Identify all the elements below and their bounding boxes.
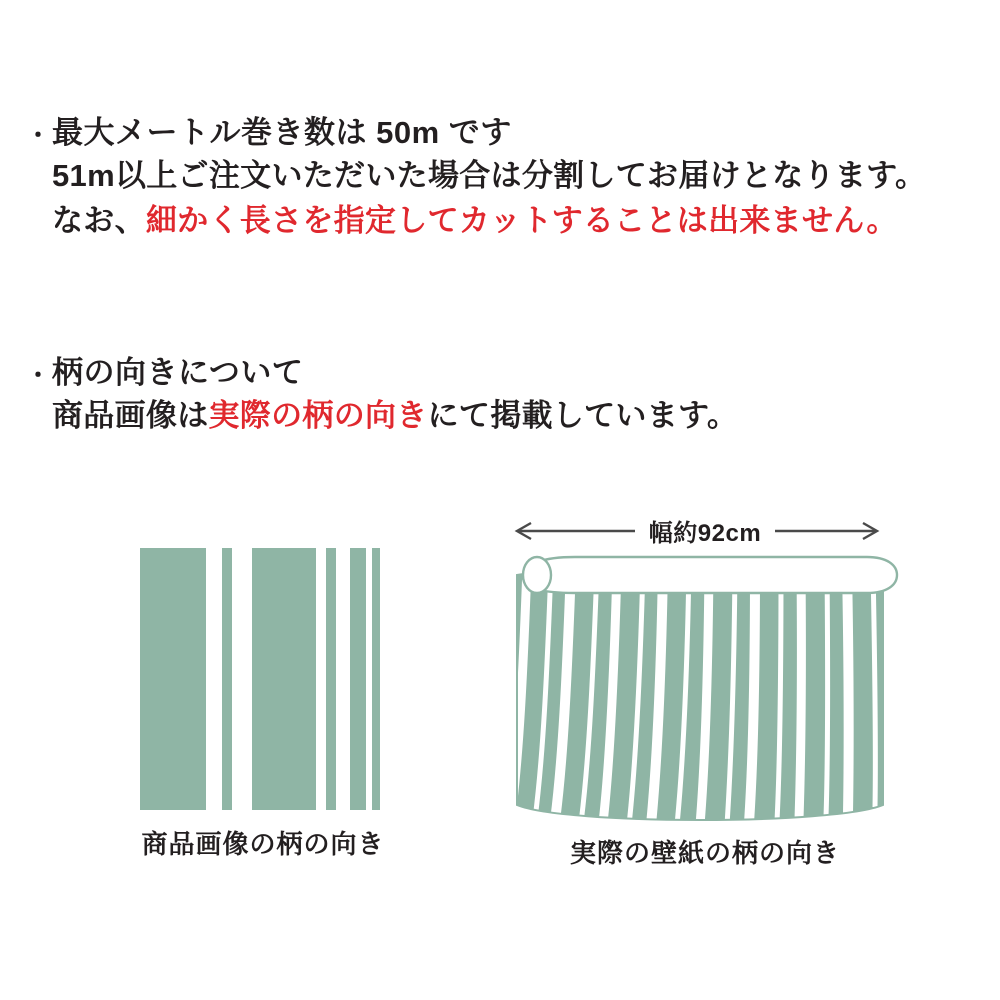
body-line-1 bbox=[52, 154, 926, 199]
section-heading-row-2 bbox=[26, 352, 738, 394]
body-text-3c: にて掲載しています。 bbox=[427, 397, 739, 433]
section-heading-2: 柄の向きについて bbox=[52, 355, 304, 390]
figure-left-caption: 商品画像の柄の向き bbox=[141, 829, 385, 859]
figure-product-image bbox=[118, 548, 408, 861]
wallpaper-swatch-vertical-stripes-icon bbox=[140, 548, 380, 810]
figure-right-caption: 実際の壁紙の柄の向き bbox=[569, 838, 840, 868]
section-max-length bbox=[26, 112, 926, 244]
bullet-dot-icon-2: ・ bbox=[26, 362, 51, 389]
figure-actual-wallpaper bbox=[505, 505, 905, 870]
body-text-2b-highlight: 細かく長さを指定してカットすることは出来ません。 bbox=[145, 202, 898, 238]
body-text-3a: 商品画像は bbox=[52, 397, 209, 433]
body-line-2 bbox=[52, 199, 926, 244]
body-text-2a: なお、 bbox=[52, 202, 146, 238]
section-heading-row bbox=[26, 112, 926, 154]
body-text-3b-highlight: 実際の柄の向き bbox=[208, 397, 428, 433]
dimension-label: 幅約92cm bbox=[648, 520, 762, 547]
section-pattern-direction bbox=[26, 352, 738, 439]
wallpaper-roll-horizontal-stripes-icon bbox=[505, 505, 905, 825]
section-heading: 最大メートル巻き数は 50m です bbox=[52, 115, 512, 150]
body-text-1: 51m以上ご注文いただいた場合は分割してお届けとなります。 bbox=[52, 157, 927, 193]
bullet-dot-icon: ・ bbox=[26, 122, 51, 149]
body-line-3 bbox=[52, 394, 738, 439]
